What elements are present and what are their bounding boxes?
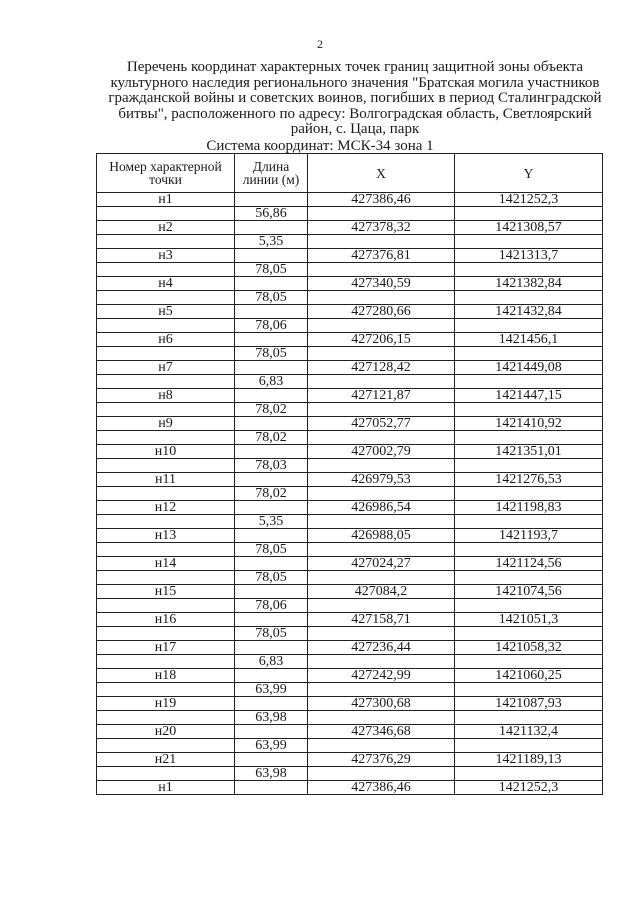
segment-row [97,375,603,389]
segment-empty-cell [455,487,603,501]
segment-empty-cell [308,291,455,305]
table-row [97,697,603,711]
y-coordinate-cell: 1421276,53 [455,473,603,487]
point-name-cell: н14 [97,557,235,571]
segment-empty-cell [455,655,603,669]
segment-row [97,431,603,445]
point-name-cell: н15 [97,585,235,599]
segment-empty-cell [97,431,235,445]
length-empty-cell [235,641,308,655]
segment-empty-cell [455,543,603,557]
page-number: 2 [317,37,323,51]
segment-row [97,263,603,277]
segment-empty-cell [97,683,235,697]
segment-empty-cell [308,375,455,389]
length-empty-cell [235,473,308,487]
segment-empty-cell [455,347,603,361]
segment-empty-cell [97,459,235,473]
segment-empty-cell [455,291,603,305]
point-name-cell: н18 [97,669,235,683]
length-empty-cell [235,389,308,403]
segment-row [97,711,603,725]
segment-length-cell: 78,05 [235,347,308,361]
table-row [97,641,603,655]
segment-empty-cell [97,739,235,753]
segment-length-cell: 63,98 [235,767,308,781]
table-row [97,669,603,683]
segment-empty-cell [455,683,603,697]
header-y: Y [455,154,603,193]
segment-empty-cell [455,767,603,781]
x-coordinate-cell: 427128,42 [308,361,455,375]
x-coordinate-cell: 427340,59 [308,277,455,291]
x-coordinate-cell: 427280,66 [308,305,455,319]
segment-empty-cell [97,319,235,333]
y-coordinate-cell: 1421351,01 [455,445,603,459]
coordinate-system-caption: Система координат: МСК-34 зона 1 [206,138,434,154]
table-row [97,249,603,263]
segment-row [97,319,603,333]
segment-empty-cell [455,711,603,725]
segment-length-cell: 78,06 [235,319,308,333]
point-name-cell: н13 [97,529,235,543]
segment-empty-cell [97,767,235,781]
point-name-cell: н12 [97,501,235,515]
point-name-cell: н1 [97,781,235,795]
point-name-cell: н9 [97,417,235,431]
y-coordinate-cell: 1421058,32 [455,641,603,655]
segment-row [97,739,603,753]
table-row [97,557,603,571]
y-coordinate-cell: 1421051,3 [455,613,603,627]
y-coordinate-cell: 1421313,7 [455,249,603,263]
segment-empty-cell [308,599,455,613]
table-row [97,613,603,627]
length-empty-cell [235,781,308,795]
x-coordinate-cell: 427346,68 [308,725,455,739]
table-row [97,305,603,319]
y-coordinate-cell: 1421252,3 [455,781,603,795]
segment-empty-cell [97,375,235,389]
segment-empty-cell [455,431,603,445]
segment-empty-cell [308,655,455,669]
table-row [97,333,603,347]
y-coordinate-cell: 1421252,3 [455,193,603,207]
y-coordinate-cell: 1421198,83 [455,501,603,515]
segment-row [97,207,603,221]
point-name-cell: н2 [97,221,235,235]
segment-row [97,291,603,305]
x-coordinate-cell: 427002,79 [308,445,455,459]
x-coordinate-cell: 427300,68 [308,697,455,711]
table-body [97,193,603,795]
segment-empty-cell [455,739,603,753]
segment-length-cell: 56,86 [235,207,308,221]
segment-length-cell: 6,83 [235,655,308,669]
table-row [97,781,603,795]
table-row [97,753,603,767]
segment-empty-cell [97,263,235,277]
segment-empty-cell [97,235,235,249]
x-coordinate-cell: 427236,44 [308,641,455,655]
y-coordinate-cell: 1421193,7 [455,529,603,543]
segment-empty-cell [97,543,235,557]
point-name-cell: н19 [97,697,235,711]
point-name-cell: н4 [97,277,235,291]
segment-length-cell: 63,99 [235,683,308,697]
segment-empty-cell [308,683,455,697]
segment-empty-cell [308,403,455,417]
segment-empty-cell [455,571,603,585]
length-empty-cell [235,725,308,739]
x-coordinate-cell: 427121,87 [308,389,455,403]
segment-empty-cell [97,207,235,221]
header-point: Номер характерной точки [97,154,235,193]
segment-length-cell: 78,05 [235,627,308,641]
segment-row [97,515,603,529]
y-coordinate-cell: 1421432,84 [455,305,603,319]
x-coordinate-cell: 427206,15 [308,333,455,347]
segment-empty-cell [455,375,603,389]
point-name-cell: н21 [97,753,235,767]
segment-length-cell: 78,06 [235,599,308,613]
segment-empty-cell [308,263,455,277]
segment-row [97,655,603,669]
table-row [97,277,603,291]
segment-row [97,627,603,641]
length-empty-cell [235,249,308,263]
segment-empty-cell [97,599,235,613]
point-name-cell: н6 [97,333,235,347]
y-coordinate-cell: 1421456,1 [455,333,603,347]
segment-empty-cell [455,627,603,641]
segment-length-cell: 6,83 [235,375,308,389]
segment-row [97,235,603,249]
segment-empty-cell [455,235,603,249]
length-empty-cell [235,193,308,207]
segment-row [97,683,603,697]
x-coordinate-cell: 426986,54 [308,501,455,515]
table-row [97,193,603,207]
segment-empty-cell [308,235,455,249]
segment-length-cell: 63,98 [235,711,308,725]
point-name-cell: н5 [97,305,235,319]
segment-empty-cell [308,207,455,221]
segment-length-cell: 5,35 [235,235,308,249]
x-coordinate-cell: 427052,77 [308,417,455,431]
segment-empty-cell [97,291,235,305]
segment-row [97,767,603,781]
segment-empty-cell [308,431,455,445]
x-coordinate-cell: 427376,29 [308,753,455,767]
length-empty-cell [235,697,308,711]
table-row [97,585,603,599]
segment-empty-cell [455,403,603,417]
coordinates-table [96,153,603,795]
y-coordinate-cell: 1421087,93 [455,697,603,711]
y-coordinate-cell: 1421189,13 [455,753,603,767]
x-coordinate-cell: 427386,46 [308,193,455,207]
segment-empty-cell [308,347,455,361]
table-row [97,501,603,515]
segment-length-cell: 78,05 [235,291,308,305]
segment-empty-cell [97,347,235,361]
segment-empty-cell [455,263,603,277]
segment-length-cell: 78,05 [235,571,308,585]
segment-empty-cell [308,319,455,333]
length-empty-cell [235,361,308,375]
length-empty-cell [235,333,308,347]
segment-row [97,403,603,417]
y-coordinate-cell: 1421447,15 [455,389,603,403]
segment-empty-cell [455,459,603,473]
y-coordinate-cell: 1421124,56 [455,557,603,571]
segment-row [97,459,603,473]
length-empty-cell [235,277,308,291]
y-coordinate-cell: 1421449,08 [455,361,603,375]
segment-row [97,543,603,557]
segment-row [97,599,603,613]
table-row [97,725,603,739]
segment-length-cell: 78,02 [235,487,308,501]
segment-length-cell: 78,05 [235,543,308,557]
x-coordinate-cell: 427376,81 [308,249,455,263]
table-row [97,361,603,375]
segment-empty-cell [308,627,455,641]
length-empty-cell [235,529,308,543]
table-row [97,445,603,459]
segment-row [97,347,603,361]
segment-empty-cell [97,403,235,417]
length-empty-cell [235,753,308,767]
length-empty-cell [235,417,308,431]
segment-empty-cell [455,319,603,333]
y-coordinate-cell: 1421410,92 [455,417,603,431]
y-coordinate-cell: 1421308,57 [455,221,603,235]
point-name-cell: н20 [97,725,235,739]
segment-empty-cell [97,571,235,585]
y-coordinate-cell: 1421060,25 [455,669,603,683]
segment-empty-cell [97,655,235,669]
point-name-cell: н3 [97,249,235,263]
table-row [97,417,603,431]
length-empty-cell [235,557,308,571]
segment-empty-cell [308,543,455,557]
segment-length-cell: 5,35 [235,515,308,529]
segment-empty-cell [455,599,603,613]
segment-empty-cell [97,627,235,641]
segment-empty-cell [97,487,235,501]
point-name-cell: н8 [97,389,235,403]
x-coordinate-cell: 426979,53 [308,473,455,487]
table-row [97,389,603,403]
point-name-cell: н1 [97,193,235,207]
length-empty-cell [235,305,308,319]
segment-length-cell: 63,99 [235,739,308,753]
x-coordinate-cell: 427378,32 [308,221,455,235]
table-header-row [97,154,603,193]
document-title: Перечень координат характерных точек границ защитной зоны объекта культурного наследия регионального значения "Братская могила участников гражданской войны и советских воинов, погибших в период Сталинградской битвы", расположенного по адресу: Волгоградская область, Светлоярский район, с. Цаца, парк [108,59,602,137]
x-coordinate-cell: 427084,2 [308,585,455,599]
segment-empty-cell [308,571,455,585]
x-coordinate-cell: 427242,99 [308,669,455,683]
segment-length-cell: 78,05 [235,263,308,277]
y-coordinate-cell: 1421132,4 [455,725,603,739]
segment-length-cell: 78,02 [235,403,308,417]
segment-empty-cell [455,207,603,221]
length-empty-cell [235,501,308,515]
table-row [97,529,603,543]
segment-row [97,487,603,501]
length-empty-cell [235,221,308,235]
segment-empty-cell [308,711,455,725]
segment-length-cell: 78,02 [235,431,308,445]
point-name-cell: н17 [97,641,235,655]
length-empty-cell [235,613,308,627]
segment-empty-cell [308,515,455,529]
header-length: Длина линии (м) [235,154,308,193]
y-coordinate-cell: 1421382,84 [455,277,603,291]
table-row [97,473,603,487]
segment-length-cell: 78,03 [235,459,308,473]
point-name-cell: н7 [97,361,235,375]
length-empty-cell [235,585,308,599]
length-empty-cell [235,445,308,459]
segment-empty-cell [308,459,455,473]
table-row [97,221,603,235]
length-empty-cell [235,669,308,683]
x-coordinate-cell: 427158,71 [308,613,455,627]
point-name-cell: н11 [97,473,235,487]
point-name-cell: н16 [97,613,235,627]
y-coordinate-cell: 1421074,56 [455,585,603,599]
segment-row [97,571,603,585]
header-x: X [308,154,455,193]
x-coordinate-cell: 426988,05 [308,529,455,543]
segment-empty-cell [97,711,235,725]
segment-empty-cell [308,487,455,501]
x-coordinate-cell: 427386,46 [308,781,455,795]
x-coordinate-cell: 427024,27 [308,557,455,571]
point-name-cell: н10 [97,445,235,459]
segment-empty-cell [455,515,603,529]
segment-empty-cell [97,515,235,529]
segment-empty-cell [308,739,455,753]
segment-empty-cell [308,767,455,781]
